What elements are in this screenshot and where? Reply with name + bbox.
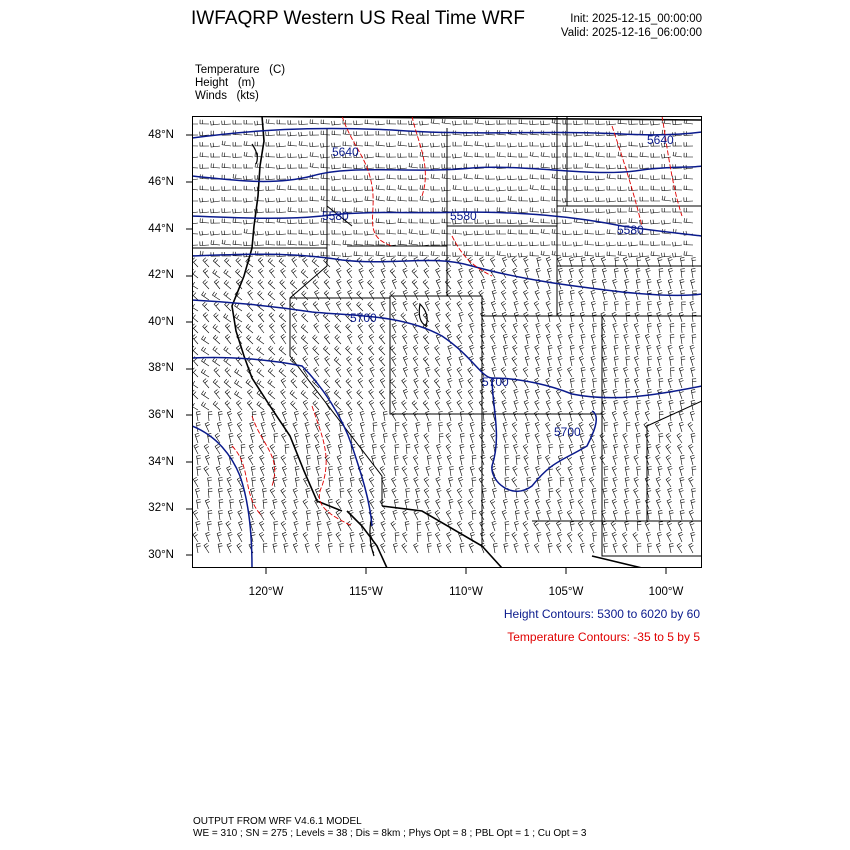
lon-label: 105°W (548, 586, 584, 598)
field-temperature: Temperature (C) (195, 64, 286, 76)
lat-label: 32°N (148, 502, 174, 514)
model-footer: OUTPUT FROM WRF V4.6.1 MODEL (193, 816, 362, 827)
lat-label: 34°N (148, 456, 174, 468)
lat-label: 38°N (148, 362, 174, 374)
lat-label: 48°N (148, 129, 174, 141)
lon-label: 100°W (648, 586, 684, 598)
contour-label: 5700 (554, 425, 581, 439)
lon-ticks (192, 568, 702, 576)
lon-label: 115°W (349, 586, 383, 598)
lat-label: 44°N (148, 223, 174, 235)
lat-label: 30°N (148, 549, 174, 561)
height-legend: Height Contours: 5300 to 6020 by 60 (503, 607, 700, 621)
chart-title: IWFAQRP Western US Real Time WRF (191, 8, 525, 29)
contour-label: 5640 (332, 145, 359, 159)
lat-label: 46°N (148, 176, 174, 188)
temperature-legend: Temperature Contours: -35 to 5 by 5 (507, 630, 700, 644)
init-time: Init: 2025-12-15_00:00:00 (570, 13, 702, 25)
lon-label: 110°W (449, 586, 483, 598)
model-config: WE = 310 ; SN = 275 ; Levels = 38 ; Dis = 8km ; Phys Opt = 8 ; PBL Opt = 1 ; Cu Opt = 3 (193, 828, 587, 839)
lat-ticks (186, 116, 194, 568)
map-plot (192, 116, 702, 568)
field-list (195, 64, 285, 103)
valid-time: Valid: 2025-12-16_06:00:00 (560, 27, 702, 39)
field-winds: Winds (kts) (195, 90, 259, 102)
lat-label: 40°N (148, 316, 174, 328)
contour-label: 5580 (322, 209, 349, 223)
contour-label: 5700 (482, 375, 509, 389)
contour-label: 5700 (350, 311, 377, 325)
contour-label: 5580 (617, 223, 644, 237)
field-height: Height (m) (195, 77, 256, 89)
lat-label: 42°N (148, 269, 174, 281)
lat-label: 36°N (148, 409, 174, 421)
contour-label: 5580 (450, 209, 477, 223)
lon-label: 120°W (248, 586, 284, 598)
contour-label: 5640 (647, 133, 674, 147)
